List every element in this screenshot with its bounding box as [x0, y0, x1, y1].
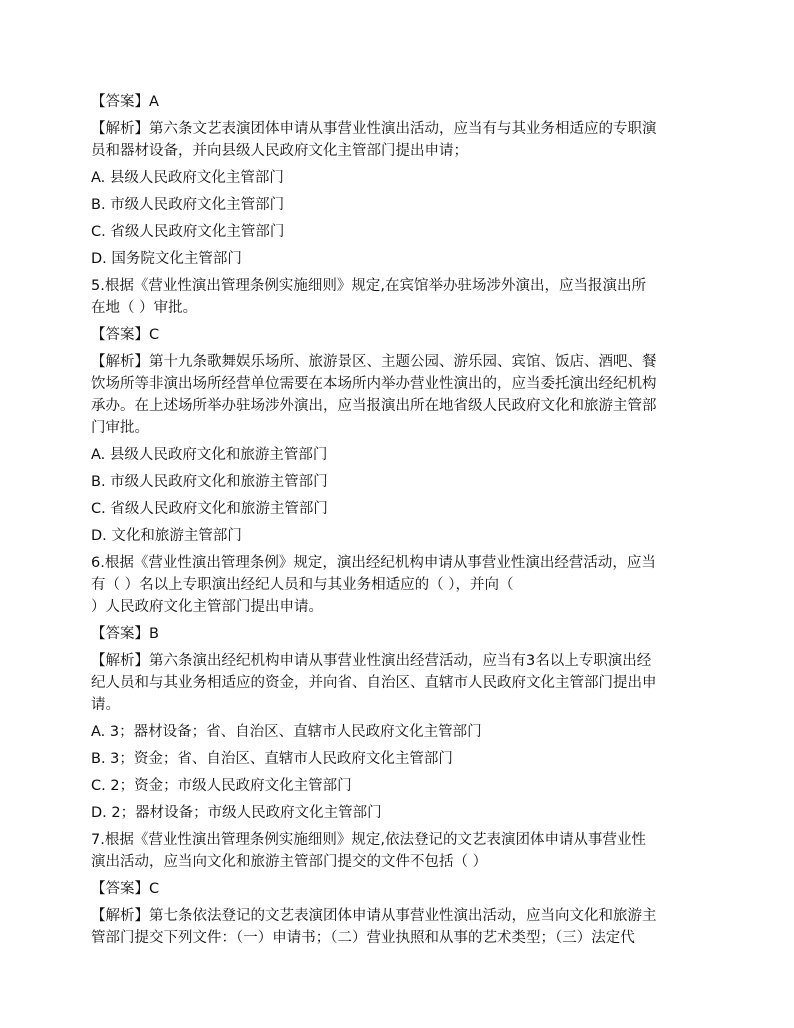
text-line: C. 省级人民政府文化和旅游主管部门	[91, 501, 328, 517]
analysis-paragraph	[91, 905, 707, 949]
text-line: 在地（ ）审批。	[91, 300, 198, 316]
text-line: ）人民政府文化主管部门提出申请。	[91, 599, 323, 615]
text-line: 【解析】第六条文艺表演团体申请从事营业性演出活动，应当有与其业务相适应的专职演	[91, 121, 657, 137]
text-line: 纪人员和与其业务相适应的资金，并向省、自治区、直辖市人民政府文化主管部门提出申	[91, 675, 657, 691]
text-line: B. 3；资金；省、自治区、直辖市人民政府文化主管部门	[91, 751, 453, 767]
text-line: B. 市级人民政府文化和旅游主管部门	[91, 474, 328, 490]
text-line: D. 2；器材设备；市级人民政府文化主管部门	[91, 805, 382, 821]
text-line: 请。	[91, 697, 120, 713]
document-page	[91, 91, 707, 954]
answer-line	[91, 878, 707, 900]
answer-line	[91, 623, 707, 645]
text-line: A. 县级人民政府文化和旅游主管部门	[91, 447, 328, 463]
text-line: 【答案】A	[91, 94, 159, 110]
text-line: 【解析】第十九条歌舞娱乐场所、旅游景区、主题公园、游乐园、宾馆、饭店、酒吧、餐	[91, 354, 657, 370]
option-item	[91, 248, 707, 270]
answer-line	[91, 324, 707, 346]
text-line: A. 县级人民政府文化主管部门	[91, 170, 284, 186]
question-paragraph	[91, 552, 707, 618]
option-item	[91, 444, 707, 466]
option-item	[91, 525, 707, 547]
option-item	[91, 194, 707, 216]
text-line: D. 国务院文化主管部门	[91, 251, 242, 267]
text-line: B. 市级人民政府文化主管部门	[91, 197, 285, 213]
option-item	[91, 498, 707, 520]
text-line: 6.根据《营业性演出管理条例》规定，演出经纪机构申请从事营业性演出经营活动，应当	[91, 555, 656, 571]
text-line: 【答案】C	[91, 881, 160, 897]
text-line: A. 3；器材设备；省、自治区、直辖市人民政府文化主管部门	[91, 724, 482, 740]
option-item	[91, 471, 707, 493]
option-item	[91, 721, 707, 743]
text-line: C. 省级人民政府文化主管部门	[91, 224, 285, 240]
analysis-paragraph	[91, 351, 707, 439]
text-line: 【解析】第七条依法登记的文艺表演团体申请从事营业性演出活动，应当向文化和旅游主	[91, 908, 657, 924]
option-item	[91, 775, 707, 797]
text-line: 【解析】第六条演出经纪机构申请从事营业性演出经营活动，应当有3名以上专职演出经	[91, 653, 652, 669]
text-line: 演出活动，应当向文化和旅游主管部门提交的文件不包括（ ）	[91, 854, 488, 870]
text-line: 【答案】C	[91, 327, 160, 343]
text-line: D. 文化和旅游主管部门	[91, 528, 242, 544]
text-line: 【答案】B	[91, 626, 159, 642]
answer-line	[91, 91, 707, 113]
text-line: 门审批。	[91, 420, 149, 436]
analysis-paragraph	[91, 118, 707, 162]
text-line: 员和器材设备，并向县级人民政府文化主管部门提出申请；	[91, 143, 468, 159]
option-item	[91, 748, 707, 770]
text-line: 承办。在上述场所举办驻场涉外演出，应当报演出所在地省级人民政府文化和旅游主管部	[91, 398, 657, 414]
analysis-paragraph	[91, 650, 707, 716]
text-line: 饮场所等非演出场所经营单位需要在本场所内举办营业性演出的，应当委托演出经纪机构	[91, 376, 657, 392]
option-item	[91, 167, 707, 189]
option-item	[91, 221, 707, 243]
text-line: 7.根据《营业性演出管理条例实施细则》规定,依法登记的文艺表演团体申请从事营业性	[91, 832, 646, 848]
text-line: C. 2；资金；市级人民政府文化主管部门	[91, 778, 352, 794]
text-line: 管部门提交下列文件：（一）申请书；（二）营业执照和从事的艺术类型；（三）法定代	[91, 930, 635, 946]
question-paragraph	[91, 829, 707, 873]
question-paragraph	[91, 275, 707, 319]
option-item	[91, 802, 707, 824]
text-line: 有（ ）名以上专职演出经纪人员和与其业务相适应的（ ），并向（	[91, 577, 514, 593]
text-line: 5.根据《营业性演出管理条例实施细则》规定,在宾馆举办驻场涉外演出，应当报演出所	[91, 278, 646, 294]
